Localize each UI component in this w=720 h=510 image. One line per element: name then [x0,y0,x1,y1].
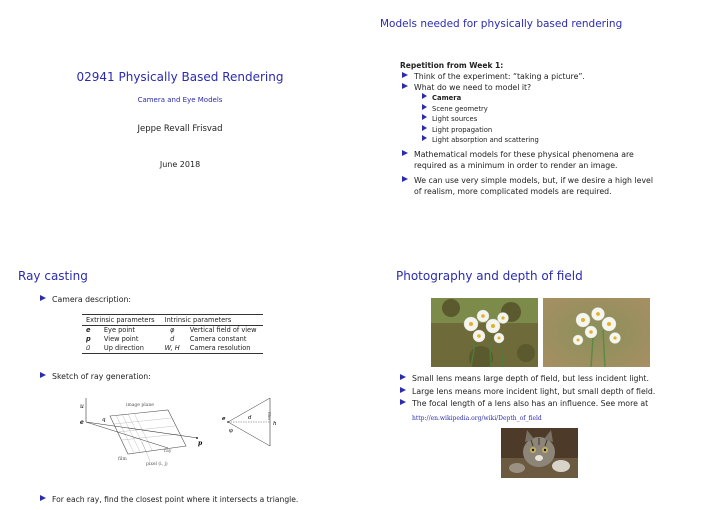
date: June 2018 [159,160,201,169]
flowers-photo-large-dof [431,298,538,367]
e-label: e [80,419,84,426]
ray-label: ray [164,449,172,454]
course-subtitle: Camera and Eye Models [137,96,223,104]
sub-item-geometry: Scene geometry [422,104,717,115]
bullet-closest-point: For each ray, find the closest point where it intersects a triangle. [40,495,298,504]
bullet-small-lens: Small lens means large depth of field, but less incident light. [400,373,718,386]
course-title: 02941 Physically Based Rendering [76,70,284,84]
image-plane [110,410,186,454]
slide-title [0,0,360,255]
side-film-label: film [267,412,272,420]
sub-item-list [402,93,717,146]
bullet-math-models-cont: required as a minimum in order to render an image. [414,160,618,170]
bullet-large-lens: Large lens means more incident light, but small depth of field. [400,386,718,399]
bullet-realism-cont: of realism, more complicated models are required. [414,186,612,196]
slide-title-photography: Photography and depth of field [396,269,583,283]
ray-generation-diagram [78,388,278,468]
sub-item-camera: Camera [422,93,717,104]
sub-item-lights: Light sources [422,114,717,125]
depth-of-field-link[interactable]: http://en.wikipedia.org/wiki/Depth_of_field [412,415,542,422]
bullet-sketch: Sketch of ray generation: [40,372,151,381]
table-row: p View point d Camera constant [86,335,247,343]
table-row: e Eye point φ Vertical field of view [86,326,257,334]
bullet-icon [402,72,408,78]
bullet-camera-description: Camera description: [40,295,131,304]
table-header-intrinsic: Intrinsic parameters [161,315,263,326]
phi-label: φ [229,428,233,434]
p-label: p [198,440,203,447]
bullet-math-models: Mathematical models for these physical phenomena are [402,149,717,160]
bullet-icon [402,176,408,182]
slide-photography [360,255,720,510]
u-label: u [80,403,84,410]
h-label: h [273,421,277,427]
film-label: film [118,457,127,462]
bullet-model: What do we need to model it? [402,82,717,93]
q-label: q [102,417,106,423]
bullet-icon [402,150,408,156]
cat-photo [501,428,578,478]
d-label: d [248,415,252,421]
slide-ray-casting [0,255,360,510]
pixel-label: pixel (i, j) [146,462,168,467]
table-row: ū Up direction W, H Camera resolution [82,344,263,354]
bullet-focal-length: The focal length of a lens also has an influence. See more at [400,398,718,411]
repetition-heading: Repetition from Week 1: [400,61,504,70]
sub-item-scattering: Light absorption and scattering [422,135,717,146]
bullet-realism: We can use very simple models, but, if we desire a high level [402,175,717,186]
image-plane-label: image plane [126,403,154,408]
bullet-experiment: Think of the experiment: “taking a picture”. [402,71,717,82]
slide-title-ray-casting: Ray casting [18,269,88,283]
bullet-icon [402,83,408,89]
sub-item-propagation: Light propagation [422,125,717,136]
author: Jeppe Revall Frisvad [137,124,223,134]
flowers-photo-small-dof [543,298,650,367]
table-header-extrinsic: Extrinsic parameters [82,315,161,326]
side-e-label: e [222,416,226,422]
slide-models [360,0,720,255]
slide-title-models: Models needed for physically based rendering [380,18,623,30]
camera-parameter-table [82,314,263,354]
